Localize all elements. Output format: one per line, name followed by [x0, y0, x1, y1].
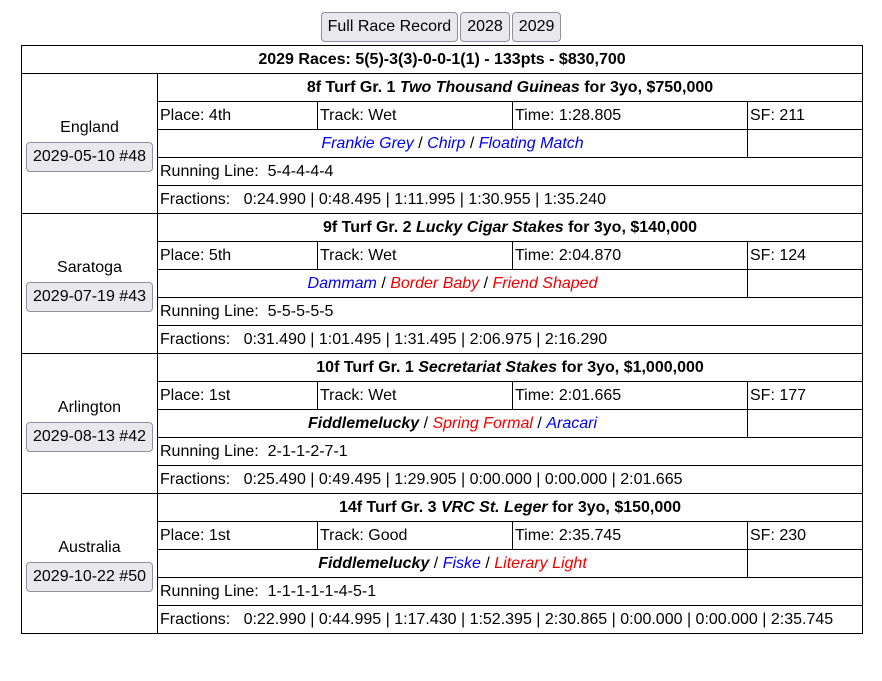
- race-location: Arlington: [57, 399, 122, 416]
- race-time: Time: 2:01.665: [513, 382, 748, 410]
- race-name: Lucky Cigar Stakes: [416, 219, 564, 236]
- season-summary: 2029 Races: 5(5)-3(3)-0-0-1(1) - 133pts - $830,700: [22, 46, 863, 74]
- race-title-row: [22, 494, 863, 522]
- running-line: Running Line: 5-4-4-4-4: [158, 158, 863, 186]
- summary-row: [22, 46, 863, 74]
- race-distance-grade: 14f Turf Gr. 3: [338, 499, 437, 516]
- fractions: Fractions: 0:31.490 | 1:01.495 | 1:31.495 | 2:06.975 | 2:16.290: [158, 326, 863, 354]
- race-record-table: [21, 45, 863, 634]
- running-line: Running Line: 1-1-1-1-1-4-5-1: [158, 578, 863, 606]
- race-speed-figure: SF: 211: [748, 102, 863, 130]
- horse-link[interactable]: Frankie Grey: [321, 135, 414, 152]
- race-distance-grade: 9f Turf Gr. 2: [322, 219, 412, 236]
- race-distance-grade: 10f Turf Gr. 1: [316, 359, 414, 376]
- horse-separator: /: [413, 135, 428, 152]
- running-line: Running Line: 2-1-1-2-7-1: [158, 438, 863, 466]
- horse-separator: /: [479, 275, 493, 292]
- race-distance-grade: 8f Turf Gr. 1: [306, 79, 396, 96]
- record-tabs: [0, 12, 882, 42]
- race-title-row: [22, 354, 863, 382]
- race-date-button[interactable]: 2029-10-22 #50: [26, 562, 153, 592]
- fractions: Fractions: 0:22.990 | 0:44.995 | 1:17.430 | 1:52.395 | 2:30.865 | 0:00.000 | 0:00.000 | 2:35.745: [158, 606, 863, 634]
- horse-link[interactable]: Border Baby: [390, 275, 480, 292]
- race-time: Time: 1:28.805: [513, 102, 748, 130]
- empty-cell: [748, 410, 863, 438]
- race-place: Place: 5th: [158, 242, 318, 270]
- horse-link[interactable]: Friend Shaped: [492, 275, 598, 292]
- horse-link[interactable]: Fiddlemelucky: [318, 555, 430, 572]
- race-date-button[interactable]: 2029-08-13 #42: [26, 422, 153, 452]
- horse-separator: /: [376, 275, 391, 292]
- race-name: VRC St. Leger: [440, 499, 548, 516]
- running-line: Running Line: 5-5-5-5-5: [158, 298, 863, 326]
- race-location-cell: [22, 74, 158, 214]
- horse-separator: /: [532, 415, 547, 432]
- race-place: Place: 1st: [158, 522, 318, 550]
- race-title-row: [22, 74, 863, 102]
- empty-cell: [748, 270, 863, 298]
- horse-link[interactable]: Fiske: [442, 555, 481, 572]
- race-track: Track: Wet: [318, 242, 513, 270]
- horse-link[interactable]: Dammam: [307, 275, 377, 292]
- race-track: Track: Wet: [318, 102, 513, 130]
- horse-link[interactable]: Spring Formal: [432, 415, 533, 432]
- race-speed-figure: SF: 177: [748, 382, 863, 410]
- race-conditions: for 3yo, $1,000,000: [561, 359, 704, 376]
- race-track: Track: Wet: [318, 382, 513, 410]
- race-track: Track: Good: [318, 522, 513, 550]
- empty-cell: [748, 550, 863, 578]
- race-title: [158, 354, 863, 382]
- fractions: Fractions: 0:24.990 | 0:48.495 | 1:11.995 | 1:30.955 | 1:35.240: [158, 186, 863, 214]
- horse-link[interactable]: Floating Match: [478, 135, 584, 152]
- race-location: Saratoga: [57, 259, 122, 276]
- fractions: Fractions: 0:25.490 | 0:49.495 | 1:29.905 | 0:00.000 | 0:00.000 | 2:01.665: [158, 466, 863, 494]
- race-location-cell: [22, 214, 158, 354]
- race-location: Australia: [58, 539, 121, 556]
- race-date-button[interactable]: 2029-05-10 #48: [26, 142, 153, 172]
- race-speed-figure: SF: 230: [748, 522, 863, 550]
- race-name: Two Thousand Guineas: [399, 79, 580, 96]
- race-place: Place: 1st: [158, 382, 318, 410]
- horse-link[interactable]: Chirp: [427, 135, 466, 152]
- horse-link[interactable]: Literary Light: [494, 555, 587, 572]
- race-top-finishers: [158, 410, 748, 438]
- race-title-row: [22, 214, 863, 242]
- race-location-cell: [22, 494, 158, 634]
- horse-separator: /: [465, 135, 479, 152]
- race-top-finishers: [158, 550, 748, 578]
- race-name: Secretariat Stakes: [418, 359, 557, 376]
- race-conditions: for 3yo, $150,000: [552, 499, 682, 516]
- horse-separator: /: [480, 555, 495, 572]
- race-date-button[interactable]: 2029-07-19 #43: [26, 282, 153, 312]
- horse-separator: /: [429, 555, 443, 572]
- race-place: Place: 4th: [158, 102, 318, 130]
- empty-cell: [748, 130, 863, 158]
- race-title: [158, 214, 863, 242]
- race-location-cell: [22, 354, 158, 494]
- race-speed-figure: SF: 124: [748, 242, 863, 270]
- race-title: [158, 74, 863, 102]
- horse-separator: /: [419, 415, 433, 432]
- race-conditions: for 3yo, $140,000: [568, 219, 698, 236]
- tab-full-race-record[interactable]: Full Race Record: [321, 12, 459, 42]
- race-title: [158, 494, 863, 522]
- tab-2028[interactable]: 2028: [460, 12, 510, 42]
- horse-link[interactable]: Fiddlemelucky: [307, 415, 420, 432]
- race-top-finishers: [158, 130, 748, 158]
- tab-2029[interactable]: 2029: [512, 12, 562, 42]
- race-time: Time: 2:04.870: [513, 242, 748, 270]
- race-location: England: [60, 119, 119, 136]
- horse-link[interactable]: Aracari: [546, 415, 597, 432]
- race-top-finishers: [158, 270, 748, 298]
- race-time: Time: 2:35.745: [513, 522, 748, 550]
- race-conditions: for 3yo, $750,000: [584, 79, 714, 96]
